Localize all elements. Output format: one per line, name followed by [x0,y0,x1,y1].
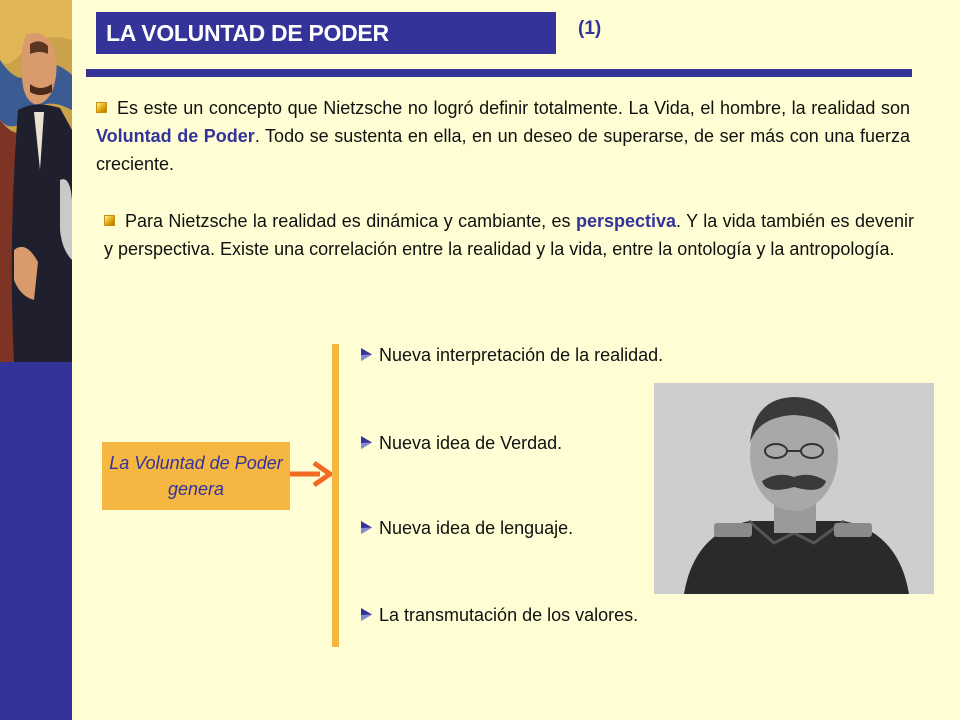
list-item-text: Nueva idea de lenguaje. [379,518,574,538]
list-item-text: La transmutación de los valores. [379,605,639,625]
bracket-bar [332,344,339,647]
title-rule [86,69,912,77]
paragraph-2-highlight: perspectiva [575,211,677,231]
slide-title: LA VOLUNTAD DE PODER [96,12,556,54]
list-item [360,518,573,539]
triangle-bullet-icon [360,520,373,535]
list-item [360,605,638,626]
source-box [102,442,290,510]
nietzsche-painting [0,0,72,362]
triangle-bullet-icon [360,607,373,622]
paragraph-1-highlight: Voluntad de Poder [96,126,255,146]
nietzsche-photo [654,383,934,594]
square-bullet-icon [96,102,107,113]
triangle-bullet-icon [360,347,373,362]
right-arrow-icon [290,461,334,487]
source-label: La Voluntad de Poder genera [109,453,283,499]
slide-number: (1) [578,18,602,39]
list-item [360,345,663,366]
paragraph-1-text-end: . Todo se sustenta en ella, en un deseo de superarse, de ser más con una fuerza creciente. [96,126,910,174]
paragraph-1 [96,94,910,178]
list-item-text: Nueva interpretación de la realidad. [379,345,664,365]
list-item-text: Nueva idea de Verdad. [379,433,563,453]
left-sidebar [0,0,72,720]
paragraph-2-text-end: . Y la vida también es devenir y perspectiva. Existe una correlación entre la realidad y la vida, entre la ontología y la antropología. [104,211,914,259]
triangle-bullet-icon [360,435,373,450]
paragraph-1-text: Es este un concepto que Nietzsche no logró definir totalmente. La Vida, el hombre, la realidad son [117,98,910,118]
paragraph-2 [104,207,914,263]
list-item [360,433,562,454]
square-bullet-icon [104,215,115,226]
paragraph-2-text: Para Nietzsche la realidad es dinámica y cambiante, es [125,211,576,231]
